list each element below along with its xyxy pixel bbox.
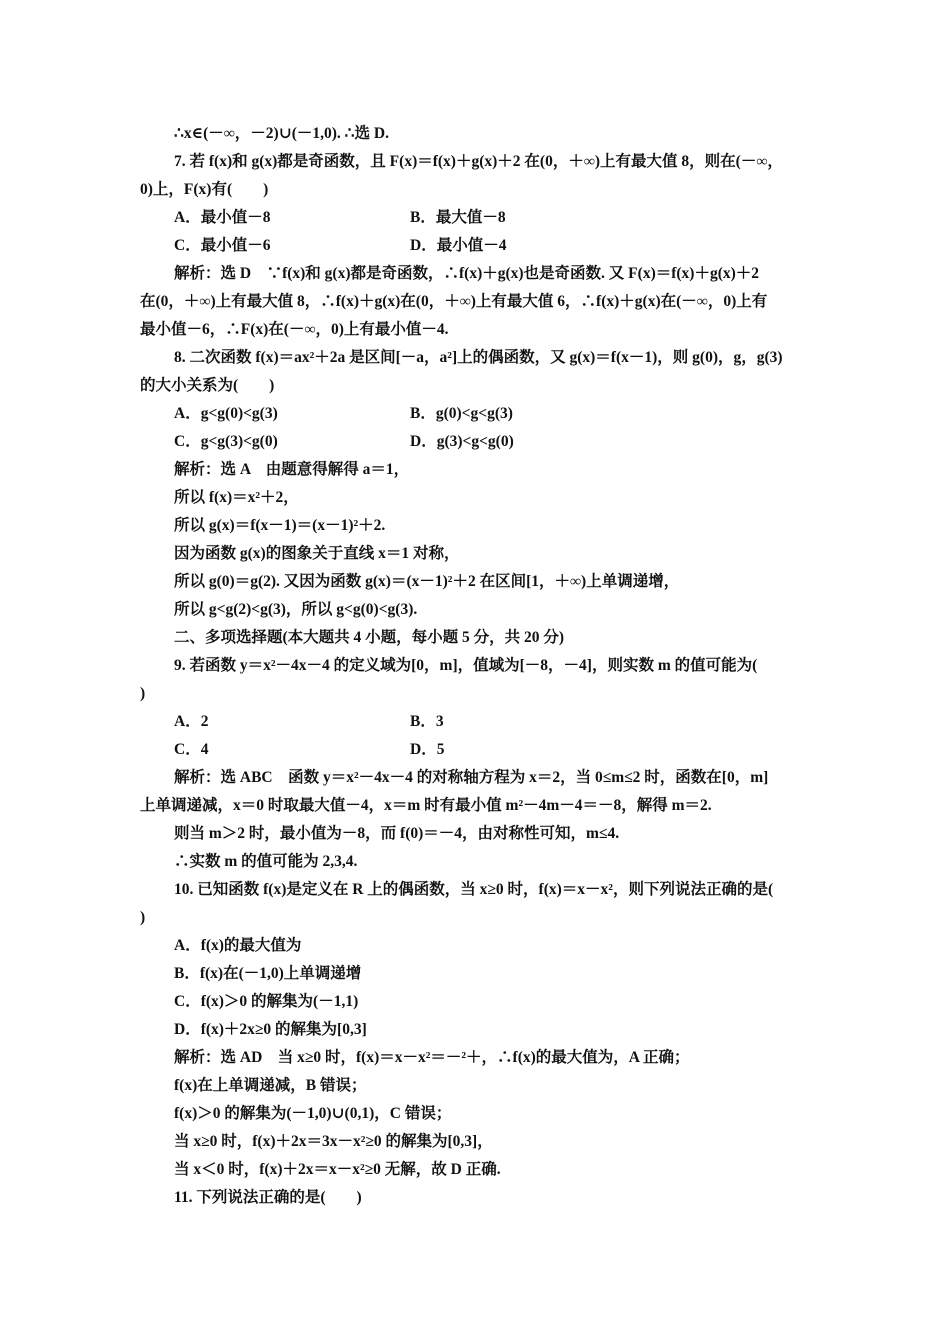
option-b: B．3 xyxy=(410,713,444,730)
option-a: A．f(x)的最大值为 xyxy=(174,937,302,954)
solution-line: 上单调递减，x＝0 时取最大值－4，x＝m 时有最小值 m²－4m－4＝－8，解得 m＝2. xyxy=(140,797,712,814)
solution-line: f(x)＞0 的解集为(－1,0)∪(0,1)，C 错误； xyxy=(174,1105,452,1122)
solution-line: 解析：选 AD 当 x≥0 时，f(x)＝x－x²＝－²＋，∴f(x)的最大值为，A 正确； xyxy=(174,1049,690,1066)
option-b: B．f(x)在(－1,0)上单调递增 xyxy=(174,965,362,982)
question-10-stem: 10. 已知函数 f(x)是定义在 R 上的偶函数，当 x≥0 时，f(x)＝x－x²，则下列说法正确的是( xyxy=(174,881,774,898)
solution-line: 解析：选 ABC 函数 y＝x²－4x－4 的对称轴方程为 x＝2，当 0≤m≤2 时，函数在[0，m] xyxy=(174,769,769,786)
question-10-stem-cont: ) xyxy=(140,909,146,926)
question-8-stem: 8. 二次函数 f(x)＝ax²＋2a 是区间[－a，a²]上的偶函数，又 g(x)＝f(x－1)，则 g(0)，g，g(3) xyxy=(174,349,783,366)
solution-line: 所以 f(x)＝x²＋2， xyxy=(174,489,299,506)
question-11-stem: 11. 下列说法正确的是( ) xyxy=(174,1189,362,1206)
question-9-stem: 9. 若函数 y＝x²－4x－4 的定义域为[0，m]，值域为[－8，－4]，则实数 m 的值可能为( xyxy=(174,657,758,674)
solution-line: 所以 g<g(2)<g(3)，所以 g<g(0)<g(3). xyxy=(174,601,418,618)
option-d: D．最小值－4 xyxy=(410,237,507,254)
solution-line: 最小值－6，∴F(x)在(－∞，0)上有最小值－4. xyxy=(140,321,449,338)
option-b: B．最大值－8 xyxy=(410,209,506,226)
text-line: ∴x∈(－∞，－2)∪(－1,0). ∴选 D. xyxy=(174,125,389,142)
solution-line: 当 x≥0 时，f(x)＋2x＝3x－x²≥0 的解集为[0,3]， xyxy=(174,1133,493,1150)
solution-line: 则当 m＞2 时，最小值为－8，而 f(0)＝－4，由对称性可知，m≤4. xyxy=(174,825,620,842)
option-c: C．g<g(3)<g(0) xyxy=(174,433,278,450)
question-7-stem: 7. 若 f(x)和 g(x)都是奇函数，且 F(x)＝f(x)＋g(x)＋2 在(0，＋∞)上有最大值 8，则在(－∞， xyxy=(174,153,783,170)
option-d: D．g(3)<g<g(0) xyxy=(410,433,514,450)
solution-line: 所以 g(x)＝f(x－1)＝(x－1)²＋2. xyxy=(174,517,386,534)
question-7-stem-cont: 0)上，F(x)有( ) xyxy=(140,181,269,198)
question-9-stem-cont: ) xyxy=(140,685,146,702)
option-b: B．g(0)<g<g(3) xyxy=(410,405,513,422)
option-a: A．g<g(0)<g(3) xyxy=(174,405,278,422)
solution-line: 在(0，＋∞)上有最大值 8，∴f(x)＋g(x)在(0，＋∞)上有最大值 6，∴f(x)＋g(x)在(－∞，0)上有 xyxy=(140,293,768,310)
option-d: D．5 xyxy=(410,741,445,758)
solution-line: 解析：选 A 由题意得解得 a＝1， xyxy=(174,461,410,478)
solution-line: 因为函数 g(x)的图象关于直线 x＝1 对称， xyxy=(174,545,460,562)
solution-line: 所以 g(0)＝g(2). 又因为函数 g(x)＝(x－1)²＋2 在区间[1，＋∞)上单调递增， xyxy=(174,573,680,590)
option-c: C．4 xyxy=(174,741,209,758)
solution-line: ∴实数 m 的值可能为 2,3,4. xyxy=(174,853,358,870)
option-d: D．f(x)＋2x≥0 的解集为[0,3] xyxy=(174,1021,367,1038)
option-a: A．最小值－8 xyxy=(174,209,271,226)
option-c: C．最小值－6 xyxy=(174,237,271,254)
solution-line: 解析：选 D ∵f(x)和 g(x)都是奇函数，∴f(x)＋g(x)也是奇函数. 又 F(x)＝f(x)＋g(x)＋2 xyxy=(174,265,760,282)
section-heading: 二、多项选择题(本大题共 4 小题，每小题 5 分，共 20 分) xyxy=(174,629,565,646)
solution-line: 当 x＜0 时，f(x)＋2x＝x－x²≥0 无解，故 D 正确. xyxy=(174,1161,501,1178)
option-c: C．f(x)＞0 的解集为(－1,1) xyxy=(174,993,359,1010)
question-8-stem-cont: 的大小关系为( ) xyxy=(140,377,275,394)
solution-line: f(x)在上单调递减，B 错误； xyxy=(174,1077,367,1094)
option-a: A．2 xyxy=(174,713,209,730)
